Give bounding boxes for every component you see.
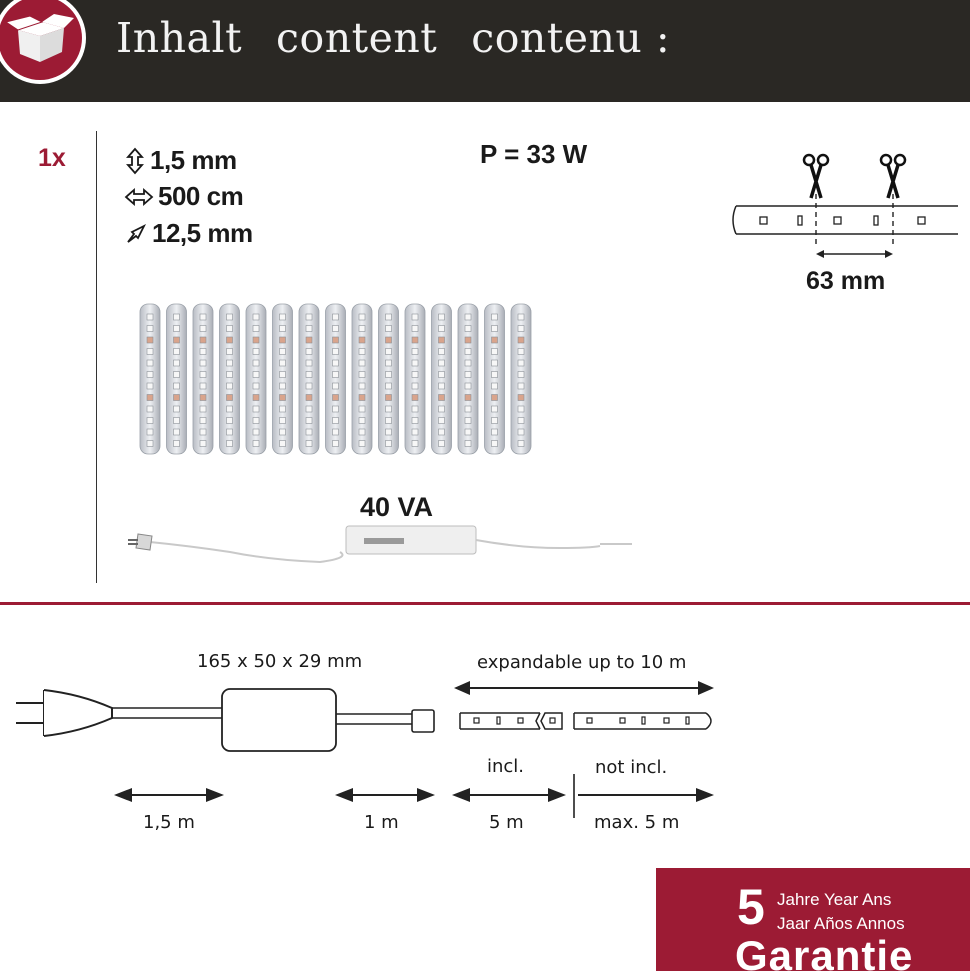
led-strip-loop [432, 304, 452, 454]
guarantee-years-line1: Jahre Year Ans [777, 890, 892, 909]
led-strip-loop [458, 304, 478, 454]
width-value: 12,5 mm [152, 218, 253, 248]
wiring-diagram [0, 670, 730, 830]
cut-interval-label: 63 mm [806, 267, 886, 295]
length-value: 500 cm [158, 181, 244, 211]
horizontal-arrow-icon [124, 186, 154, 208]
led-strip-loop [326, 304, 346, 454]
section-divider [0, 602, 970, 605]
section-divider-vertical [96, 131, 97, 583]
diagonal-arrow-icon [124, 222, 148, 246]
thickness-value: 1,5 mm [150, 145, 237, 175]
guarantee-badge [656, 868, 970, 979]
quantity-label: 1x [38, 144, 66, 172]
driver-box [222, 689, 336, 751]
open-box-icon [0, 0, 82, 80]
driver-photo [120, 518, 640, 574]
vertical-arrow-icon [124, 147, 146, 175]
plug-icon [16, 690, 112, 736]
led-strip-loop [405, 304, 425, 454]
guarantee-years: 5 [737, 879, 765, 935]
driver-size-label: 165 x 50 x 29 mm [197, 651, 363, 672]
cable-length-2: 1 m [364, 812, 399, 833]
led-strip-loop [140, 304, 160, 454]
cable-length-1: 1,5 m [143, 812, 195, 833]
scissors-icon [804, 155, 828, 198]
power-rating: P = 33 W [480, 139, 588, 169]
header-bar [0, 0, 970, 102]
led-strip-loop [167, 304, 187, 454]
led-strip-loop [220, 304, 240, 454]
guarantee-years-line2: Jaar Años Annos [777, 914, 905, 933]
led-strip-illustration [120, 296, 540, 466]
led-strip-loop [246, 304, 266, 454]
strip-max-length: max. 5 m [594, 812, 680, 833]
box-badge [0, 0, 86, 84]
thickness-spec [124, 145, 237, 176]
driver-rating-label: 40 VA [360, 492, 434, 522]
led-strip-loop [299, 304, 319, 454]
title-de: Inhalt [116, 14, 243, 62]
cut-diagram [728, 150, 970, 260]
not-incl-label: not incl. [595, 757, 668, 778]
width-spec [124, 218, 253, 249]
led-strip-loop [485, 304, 505, 454]
expandable-label: expandable up to 10 m [477, 652, 687, 673]
guarantee-word: Garantie [735, 932, 914, 979]
led-strip-loop [193, 304, 213, 454]
title-fr: contenu : [471, 14, 671, 62]
header-title [116, 14, 670, 70]
incl-label: incl. [487, 756, 525, 777]
title-en: content [276, 14, 438, 62]
length-spec [124, 181, 243, 212]
scissors-icon [881, 155, 905, 198]
led-strip-loop [273, 304, 293, 454]
led-strip-loop [352, 304, 372, 454]
strip-included-length: 5 m [489, 812, 524, 833]
led-strip-loop [511, 304, 531, 454]
led-strip-loop [379, 304, 399, 454]
